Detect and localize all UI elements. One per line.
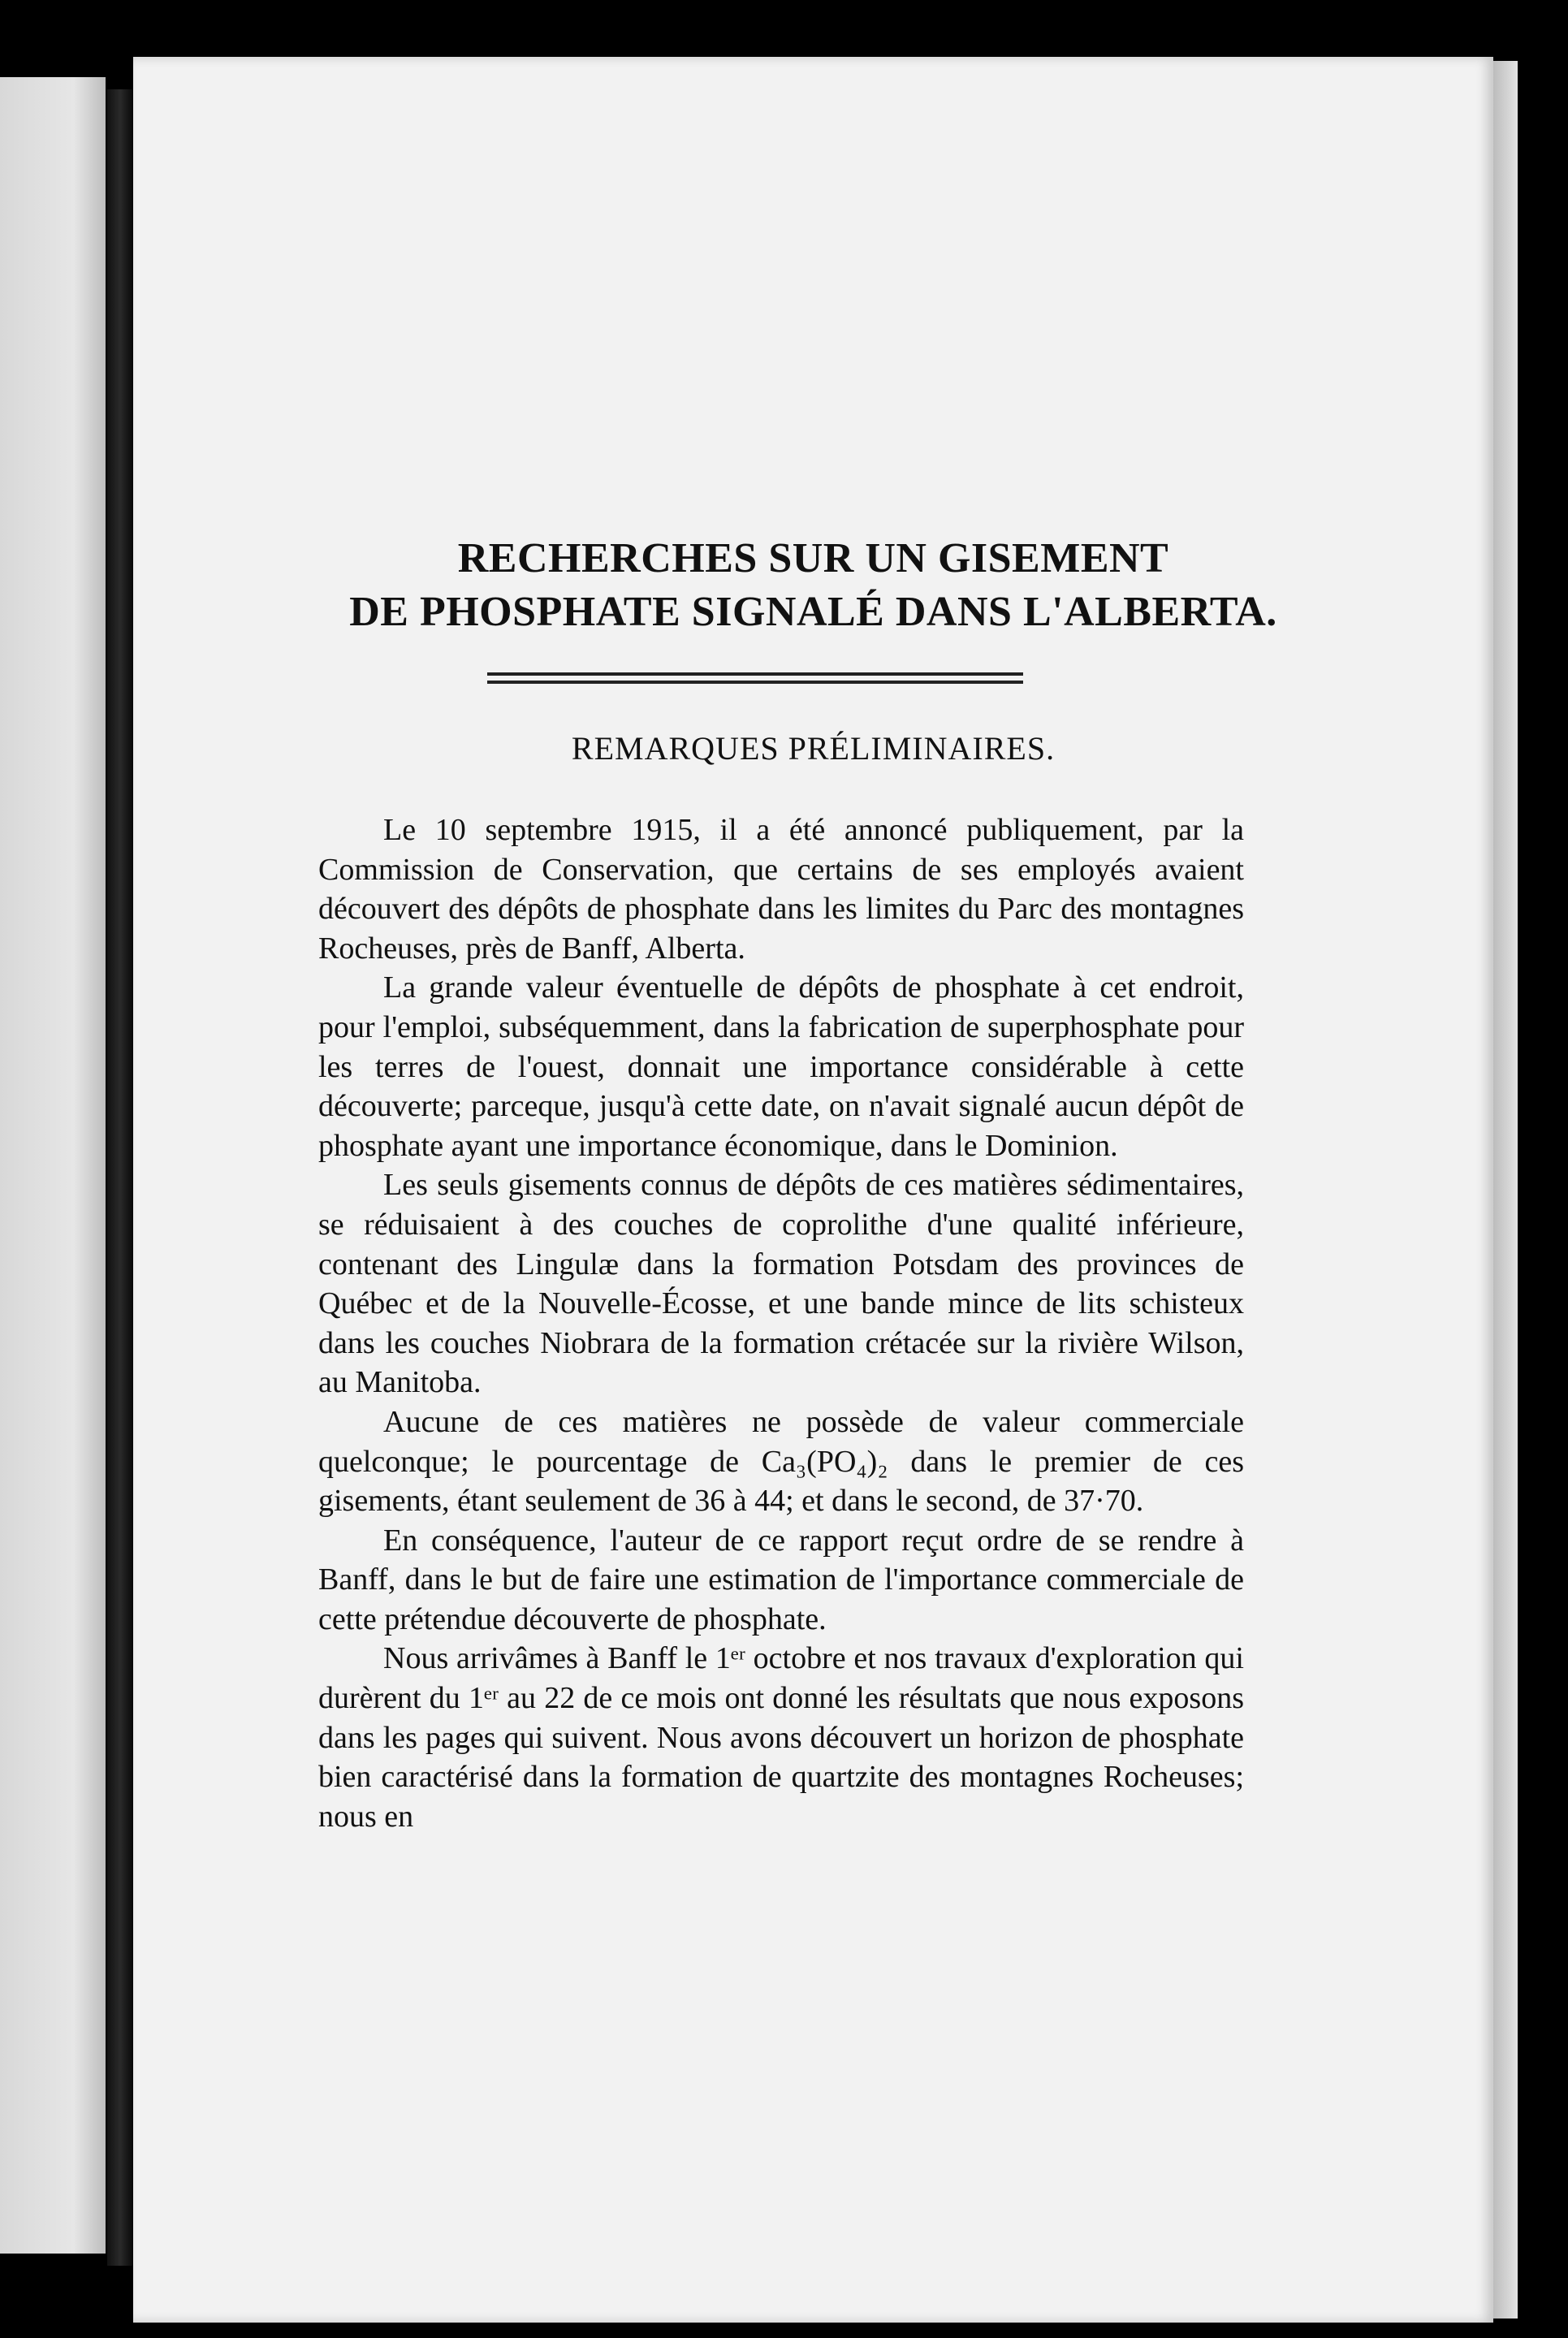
book-spine-shadow (107, 89, 133, 2266)
paragraph-1: Le 10 septembre 1915, il a été annoncé publiquement, par la Commission de Conservation, que certains de ses employés avaient découvert des dépôts de phosphate dans les limites du Parc des montagnes Rocheuses, près de Banff, Alberta. (318, 813, 1244, 966)
paragraph-3: Les seuls gisements connus de dépôts de ces matières sédimentaires, se réduisaient à des couches de coprolithe d'une qualité inférieure, contenant des Lingulæ dans la formation Potsdam des provinces de Québec et de la Nouvelle-Écosse, et une bande mince de lits schisteux dans les couches Niobrara de la formation crétacée sur la rivière Wilson, au Manitoba. (318, 1168, 1244, 1400)
body-text (318, 810, 1244, 1836)
paragraph-2: La grande valeur éventuelle de dépôts de phosphate à cet endroit, pour l'emploi, subséquemment, dans la fabrication de superphosphate pour les terres de l'ouest, donnait une importance considérable à cette découverte; parceque, jusqu'à cette date, on n'avait signalé aucun dépôt de phosphate ayant une importance économique, dans le Dominion. (318, 970, 1244, 1163)
scanner-left-margin (0, 77, 106, 2254)
paragraph-6: Nous arrivâmes à Banff le 1ᵉʳ octobre et nos travaux d'exploration qui durèrent du 1ᵉʳ au 22 de ce mois ont donné les résultats que nous exposons dans les pages qui suivent. Nous avons découvert un horizon de phosphate bien caractérisé dans la formation de quartzite des montagnes Rocheuses; nous en (318, 1641, 1244, 1834)
paragraph-5: En conséquence, l'auteur de ce rapport reçut ordre de se rendre à Banff, dans le but de faire une estimation de l'importance commerciale de cette prétendue découverte de phosphate. (318, 1523, 1244, 1636)
section-heading: REMARQUES PRÉLIMINAIRES. (571, 730, 1056, 767)
double-rule-divider (487, 672, 1023, 684)
page-right-edge (1493, 61, 1518, 2319)
paragraph-4: Aucune de ces matières ne possède de valeur commerciale quelconque; le pourcentage de Ca₃(PO₄)₂ dans le premier de ces gisements, étant seulement de 36 à 44; et dans le second, de 37·70. (318, 1404, 1244, 1519)
title-line-2: DE PHOSPHATE SIGNALÉ DANS L'ALBERTA. (349, 589, 1277, 635)
document-title (133, 532, 1493, 639)
title-line-1: RECHERCHES SUR UN GISEMENT (457, 535, 1169, 581)
